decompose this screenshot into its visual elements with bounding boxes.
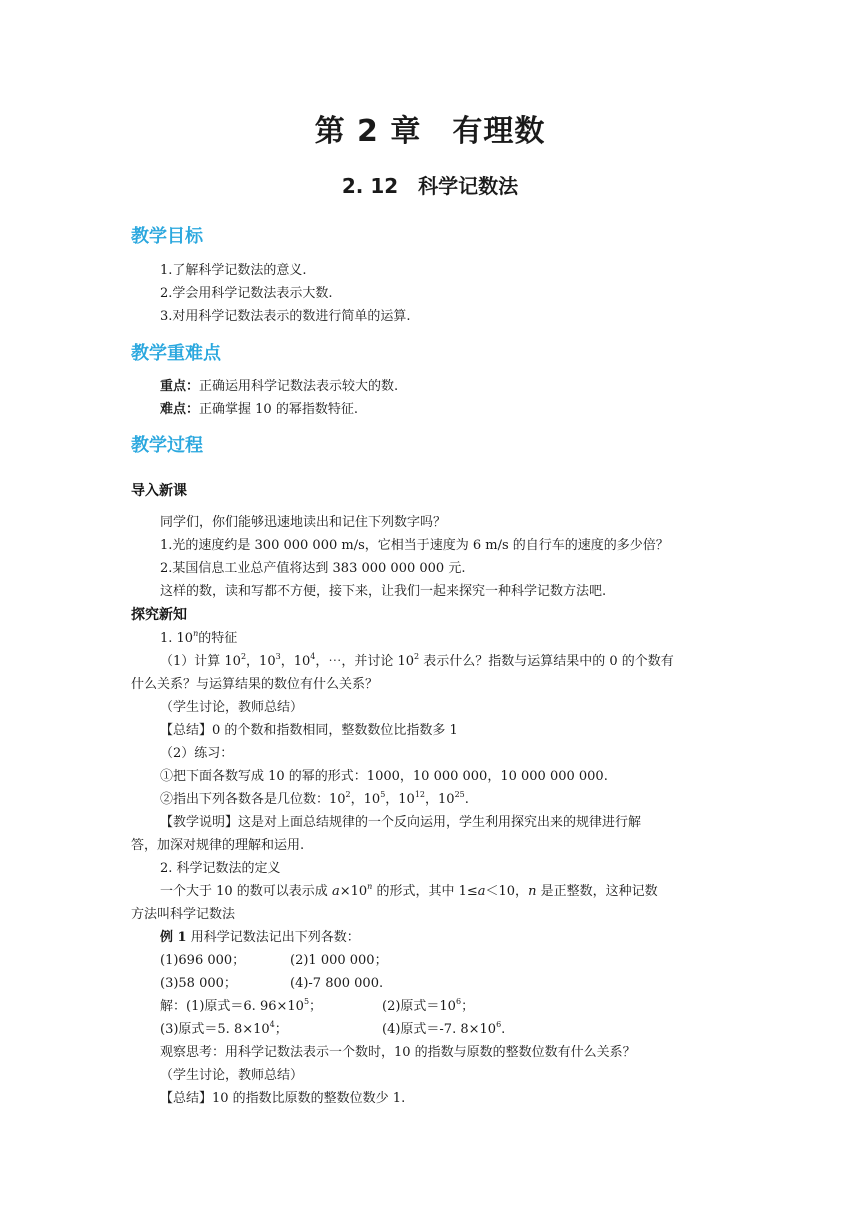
solution-2 [382,998,474,1016]
text: (4)原式＝-7. 8×10 [382,1022,497,1037]
text: ×10 [339,884,368,899]
text: ，10 [246,654,276,669]
definition-title: 2. 科学记数法的定义 [160,861,281,876]
definition [160,883,658,901]
solution-1 [160,998,322,1016]
exponent: 5 [303,997,310,1006]
exponent: 6 [496,1020,502,1029]
process-heading: 教学过程 [131,435,203,456]
variable: a [477,884,486,899]
text: 表示什么？指数与运算结果中的 0 的个数有 [419,654,674,669]
text: ； [309,999,323,1014]
exponent: 6 [455,997,462,1006]
example-1 [160,929,360,947]
exponent: 5 [380,790,386,799]
intro-line: 1.光的速度约是 300 000 000 m/s，它相当于速度为 6 m/s 的自行车的速度的多少倍？ [160,538,669,553]
difficulty-label: 难点： [160,402,200,417]
exercise-2 [160,791,469,809]
text: ； [461,999,475,1014]
teaching-note-cont: 答，加深对规律的理解和运用. [131,838,305,853]
goal-item: 3.对用科学记数法表示的数进行简单的运算. [160,309,411,324]
text: (2)原式＝10 [382,999,456,1014]
text: ，10 [385,792,415,807]
intro-line: 同学们，你们能够迅速地读出和记住下列数字吗？ [160,515,447,530]
chapter-title: 第 2 章 有理数 [314,114,546,149]
exponent: 2 [414,652,420,661]
text: 1. 10 [160,631,194,646]
practice-title: （2）练习： [160,746,234,761]
intro-heading: 导入新课 [131,483,187,499]
focus-label: 重点： [160,379,200,394]
summary-1: 【总结】0 的个数和指数相同，整数数位比指数多 1 [160,723,458,738]
text: ＜10， [485,884,529,899]
focus-line [160,378,398,396]
goal-item: 1.了解科学记数法的意义. [160,263,307,278]
teaching-note: 【教学说明】这是对上面总结规律的一个反向运用，学生利用探究出来的规律进行解 [160,815,642,830]
text: 的形式，其中 1≤ [372,884,478,899]
solution-3 [160,1021,288,1039]
exponent: 2 [345,790,351,799]
text: （1）计算 10 [160,654,241,669]
text: ，10 [350,792,381,807]
exponent: 25 [454,790,465,799]
observe-question: 观察思考：用科学记数法表示一个数时，10 的指数与原数的整数位数有什么关系？ [160,1045,636,1060]
section-title: 2. 12 科学记数法 [341,174,519,198]
text: 用科学记数法记出下列各数： [186,930,360,945]
discussion-note: （学生讨论，教师总结） [160,700,304,715]
exponent: n [367,882,373,891]
power-feature-title [160,630,237,648]
exponent: n [193,629,199,638]
example-item: (1)696 000； [160,953,246,968]
intro-line: 2.某国信息工业总产值将达到 383 000 000 000 元. [160,561,466,576]
goal-item: 2.学会用科学记数法表示大数. [160,286,333,301]
text: ，10 [425,792,455,807]
variable: n [528,884,537,899]
text: (3)原式＝5. 8×10 [160,1022,270,1037]
solution-4 [382,1021,505,1039]
exercise-1: ①把下面各数写成 10 的幂的形式：1000，10 000 000，10 000 000 000. [160,769,608,784]
example-item: (2)1 000 000； [290,953,388,968]
question-1-cont: 什么关系？与运算结果的数位有什么关系？ [131,677,379,692]
difficulty-line [160,401,358,419]
text: ； [274,1022,288,1037]
text: 一个大于 10 的数可以表示成 [160,884,332,899]
text: ，⋯，并讨论 10 [315,654,415,669]
question-1 [160,653,674,671]
text: . [464,792,469,807]
example-label: 例 1 [160,930,187,945]
definition-cont: 方法叫科学记数法 [131,907,236,922]
exponent: 2 [240,652,247,661]
text: ，10 [280,654,311,669]
exponent: 4 [310,652,316,661]
variable: a [331,884,340,899]
summary-2: 【总结】10 的指数比原数的整数位数少 1. [160,1091,406,1106]
exponent: 3 [275,652,281,661]
focus-text: 正确运用科学记数法表示较大的数. [199,379,399,394]
discussion-note: （学生讨论，教师总结） [160,1068,304,1083]
example-item: (3)58 000； [160,976,237,991]
exponent: 12 [414,790,426,799]
intro-line: 这样的数，读和写都不方便，接下来，让我们一起来探究一种科学记数方法吧. [160,584,607,599]
goals-heading: 教学目标 [131,226,203,247]
text: ②指出下列各数各是几位数：10 [160,792,346,807]
text: 的特征 [198,631,238,646]
key-points-heading: 教学重难点 [131,343,221,364]
example-item: (4)-7 800 000. [290,976,384,991]
exponent: 4 [269,1020,275,1029]
text: 解：(1)原式＝6. 96×10 [160,999,304,1014]
text: . [501,1022,506,1037]
text: 是正整数，这种记数 [536,884,658,899]
explore-heading: 探究新知 [131,607,187,623]
difficulty-text: 正确掌握 10 的幂指数特征. [199,402,358,417]
